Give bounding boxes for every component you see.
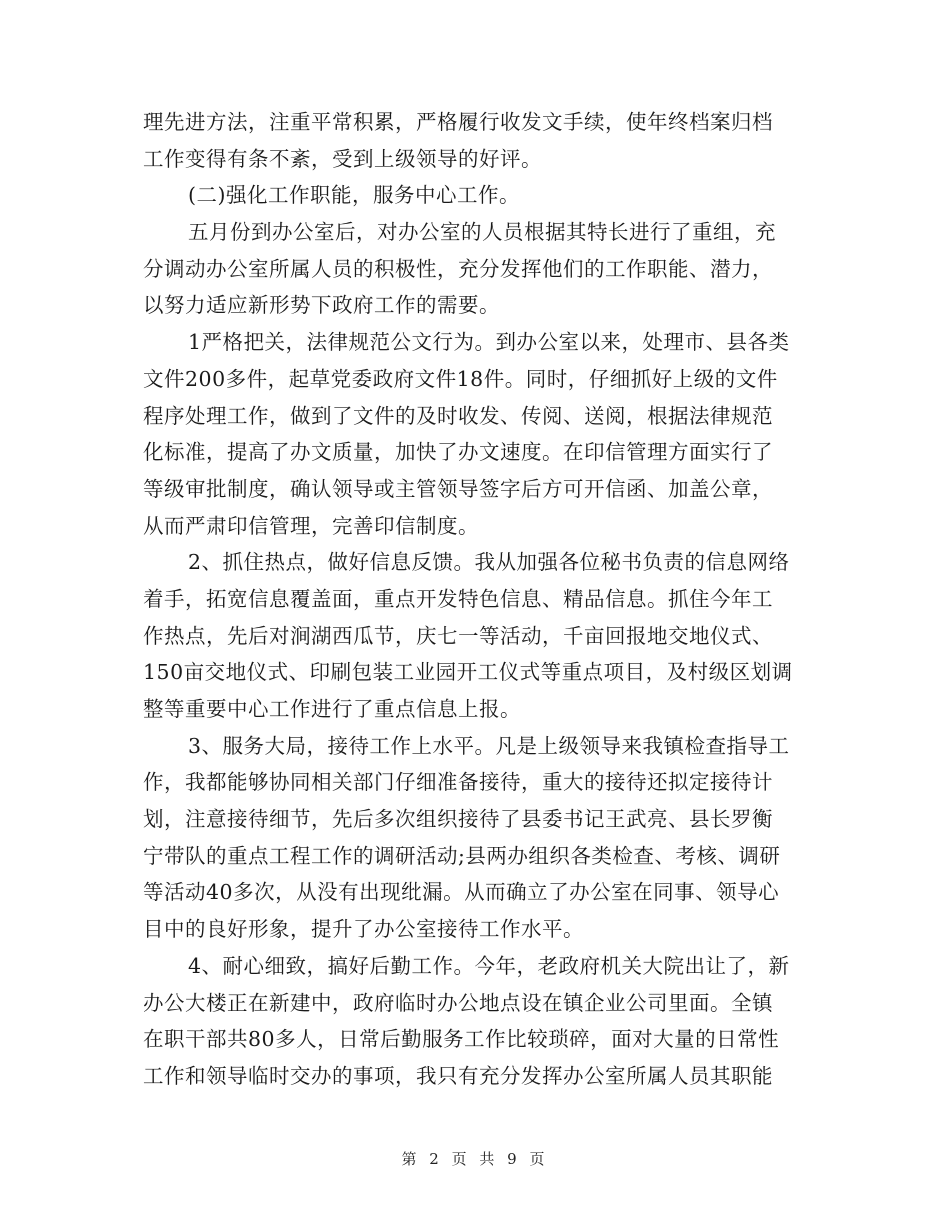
text-line: 3、服务大局，接待工作上水平。凡是上级领导来我镇检查指导工: [188, 733, 790, 758]
text-line: 宁带队的重点工程工作的调研活动;县两办组织各类检查、考核、调研: [143, 843, 781, 868]
text-line: 在职干部共80多人，日常后勤服务工作比较琐碎，面对大量的日常性: [143, 1027, 780, 1052]
text-line: 文件200多件，起草党委政府文件18件。同时，仔细抓好上级的文件: [143, 366, 778, 391]
text-line: 理先进方法，注重平常积累，严格履行收发文手续，使年终档案归档: [143, 110, 773, 134]
text-line: 等活动40多次，从没有出现纰漏。从而确立了办公室在同事、领导心: [143, 880, 780, 905]
text-line: 4、耐心细致，搞好后勤工作。今年，老政府机关大院出让了，新: [188, 953, 790, 978]
text-line: 150亩交地仪式、印刷包装工业园开工仪式等重点项目，及村级区划调: [143, 660, 793, 685]
text-line: 化标准，提高了办文质量，加快了办文速度。在印信管理方面实行了: [143, 440, 773, 465]
text-line: 工作和领导临时交办的事项，我只有充分发挥办公室所属人员其职能: [143, 1063, 773, 1088]
text-line: 从而严肃印信管理，完善印信制度。: [143, 513, 479, 538]
page-number-footer: 第 2 页 共 9 页: [401, 1150, 549, 1168]
text-line: 工作变得有条不紊，受到上级领导的好评。: [143, 146, 542, 171]
document-body: [143, 104, 808, 1095]
text-line: 着手，拓宽信息覆盖面，重点开发特色信息、精品信息。抓住今年工: [143, 586, 773, 611]
text-line: 五月份到办公室后，对办公室的人员根据其特长进行了重组，充: [188, 220, 776, 245]
text-line: 以努力适应新形势下政府工作的需要。: [143, 293, 500, 318]
text-line: 2、抓住热点，做好信息反馈。我从加强各位秘书负责的信息网络: [188, 550, 790, 575]
text-line: 1严格把关，法律规范公文行为。到办公室以来，处理市、县各类: [188, 330, 790, 355]
text-line: 程序处理工作，做到了文件的及时收发、传阅、送阅，根据法律规范: [143, 403, 773, 428]
text-line: 目中的良好形象，提升了办公室接待工作水平。: [143, 917, 584, 942]
text-line: (二)强化工作职能，服务中心工作。: [188, 183, 520, 208]
text-line: 划，注意接待细节，先后多次组织接待了县委书记王武亮、县长罗衡: [143, 807, 773, 832]
text-line: 作热点，先后对涧湖西瓜节，庆七一等活动，千亩回报地交地仪式、: [143, 623, 773, 648]
text-line: 办公大楼正在新建中，政府临时办公地点设在镇企业公司里面。全镇: [143, 990, 773, 1015]
text-line: 作，我都能够协同相关部门仔细准备接待，重大的接待还拟定接待计: [143, 770, 773, 795]
text-line: 整等重要中心工作进行了重点信息上报。: [143, 697, 521, 721]
text-line: 分调动办公室所属人员的积极性，充分发挥他们的工作职能、潜力，: [143, 256, 773, 281]
text-line: 等级审批制度，确认领导或主管领导签字后方可开信函、加盖公章，: [143, 476, 773, 501]
